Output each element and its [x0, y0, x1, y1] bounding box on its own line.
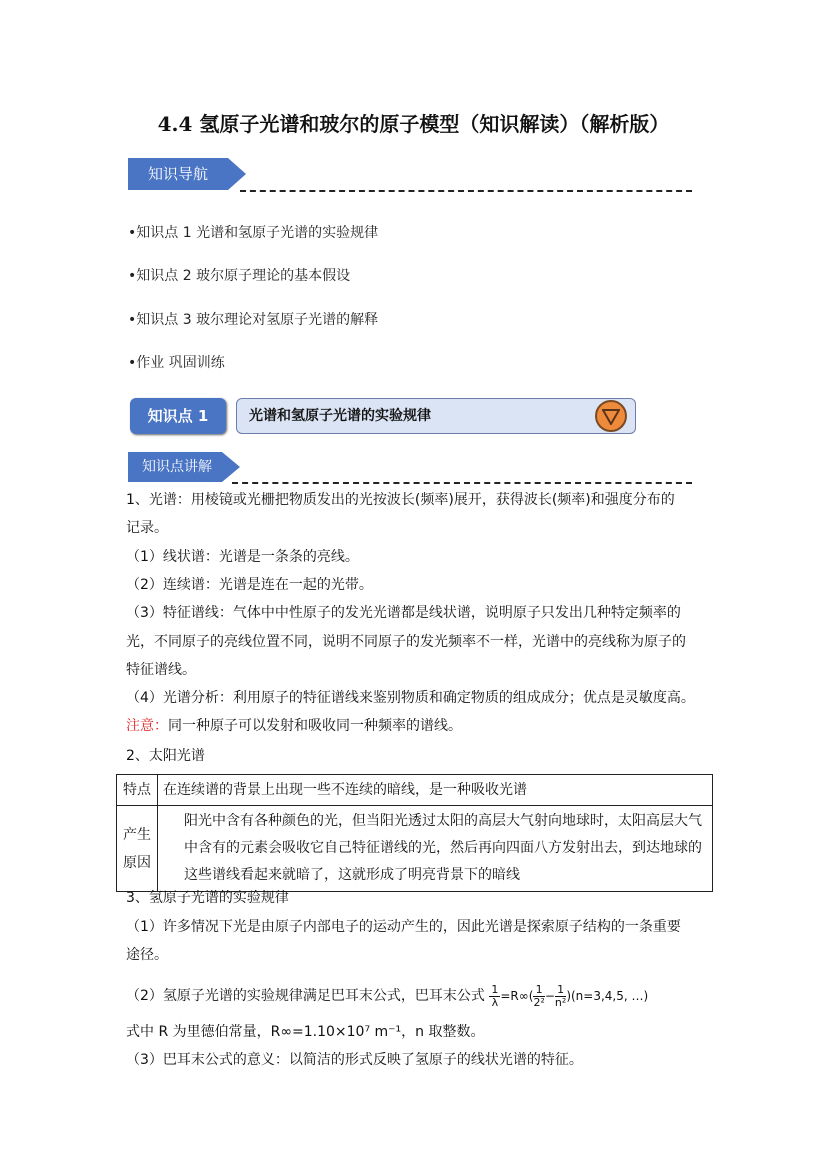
- nav-item-2[interactable]: •知识点 2 玻尔原子理论的基本假设: [128, 268, 351, 284]
- den: n²: [554, 995, 567, 1009]
- section-heading: 3、氢原子光谱的实验规律: [126, 890, 289, 906]
- page-title: 4.4 氢原子光谱和玻尔的原子模型（知识解读）（解析版）: [157, 112, 670, 136]
- divider: [240, 190, 692, 192]
- paragraph: 途径。: [126, 947, 168, 963]
- triangle-down-icon: [602, 409, 620, 425]
- kp1-label: 知识点 1: [130, 398, 226, 434]
- formula-part: )(n=3,4,5, …): [566, 989, 649, 1003]
- knowledge-nav-tag: 知识导航: [128, 158, 228, 190]
- fraction: [555, 984, 566, 1009]
- fraction: [533, 984, 544, 1009]
- paragraph: 特征谱线。: [126, 662, 196, 678]
- paragraph: （3）巴耳末公式的意义：以简洁的形式反映了氢原子的线状光谱的特征。: [126, 1052, 583, 1068]
- table-cell: 在连续谱的背景上出现一些不连续的暗线，是一种吸收光谱: [158, 775, 713, 806]
- paragraph: （2）氢原子光谱的实验规律满足巴耳末公式，巴耳末公式: [126, 988, 485, 1004]
- table-cell: 特点: [117, 775, 158, 806]
- fraction: [489, 984, 500, 1009]
- nav-item-1[interactable]: •知识点 1 光谱和氢原子光谱的实验规律: [128, 225, 379, 241]
- tag-arrow-icon: [228, 158, 246, 190]
- table-cell: 阳光中含有各种颜色的光，但当阳光透过太阳的高层大气射向地球时，太阳高层大气中含有的元素会吸收它自己特征谱线的光，然后再向四面八方发射出去，到达地球的这些谱线看起来就暗了，这就形成了明亮背景下的暗线: [158, 806, 713, 892]
- explain-tag: 知识点讲解: [128, 452, 222, 482]
- kp1-title: 光谱和氢原子光谱的实验规律: [236, 398, 636, 434]
- paragraph: （4）光谱分析：利用原子的特征谱线来鉴别物质和确定物质的组成成分；优点是灵敏度高。: [126, 690, 695, 706]
- divider: [232, 482, 692, 484]
- paragraph: 光，不同原子的亮线位置不同，说明不同原子的发光频率不一样，光谱中的亮线称为原子的: [126, 634, 686, 650]
- paragraph: 式中 R 为里德伯常量，R∞=1.10×10⁷ m⁻¹，n 取整数。: [126, 1024, 485, 1040]
- paragraph: （1）线状谱：光谱是一条条的亮线。: [126, 549, 359, 565]
- cell-label: 产生: [123, 826, 151, 843]
- paragraph: 记录。: [126, 520, 168, 536]
- paragraph: （3）特征谱线：气体中中性原子的发光光谱都是线状谱，说明原子只发出几种特定频率的: [126, 605, 681, 621]
- num: 1: [491, 982, 499, 996]
- note-label: 注意：: [126, 718, 168, 734]
- cell-label: 原因: [123, 854, 151, 871]
- note: [126, 712, 706, 740]
- num: 1: [555, 984, 566, 997]
- nav-item-3[interactable]: •知识点 3 玻尔理论对氢原子光谱的解释: [128, 312, 379, 328]
- formula-part: =R∞(: [500, 989, 534, 1003]
- collapse-button[interactable]: [595, 400, 627, 432]
- paragraph: （2）连续谱：光谱是连在一起的光带。: [126, 577, 373, 593]
- num: 1: [533, 984, 544, 997]
- balmer-formula-line: （2）氢原子光谱的实验规律满足巴耳末公式，巴耳末公式 $\frac{1}{\lambda}$ =R∞( $\frac{1}{\text{2²}}$ − $\frac{1}{\text{n²}}$ )(n=3,4,5, …): [126, 982, 649, 1009]
- den: 2²: [533, 995, 545, 1009]
- nav-item-homework[interactable]: •作业 巩固训练: [128, 355, 225, 371]
- section-heading: 2、太阳光谱: [126, 748, 205, 764]
- note-text: 同一种原子可以发射和吸收同一种频率的谱线。: [168, 718, 462, 734]
- table-cell: [117, 806, 158, 892]
- den: λ: [491, 995, 499, 1009]
- sun-spectrum-table: [116, 774, 713, 892]
- tag-arrow-icon: [222, 452, 240, 482]
- paragraph: （1）许多情况下光是由原子内部电子的运动产生的，因此光谱是探索原子结构的一条重要: [126, 919, 681, 935]
- paragraph: 1、光谱：用棱镜或光栅把物质发出的光按波长(频率)展开，获得波长(频率)和强度分布的: [126, 492, 675, 508]
